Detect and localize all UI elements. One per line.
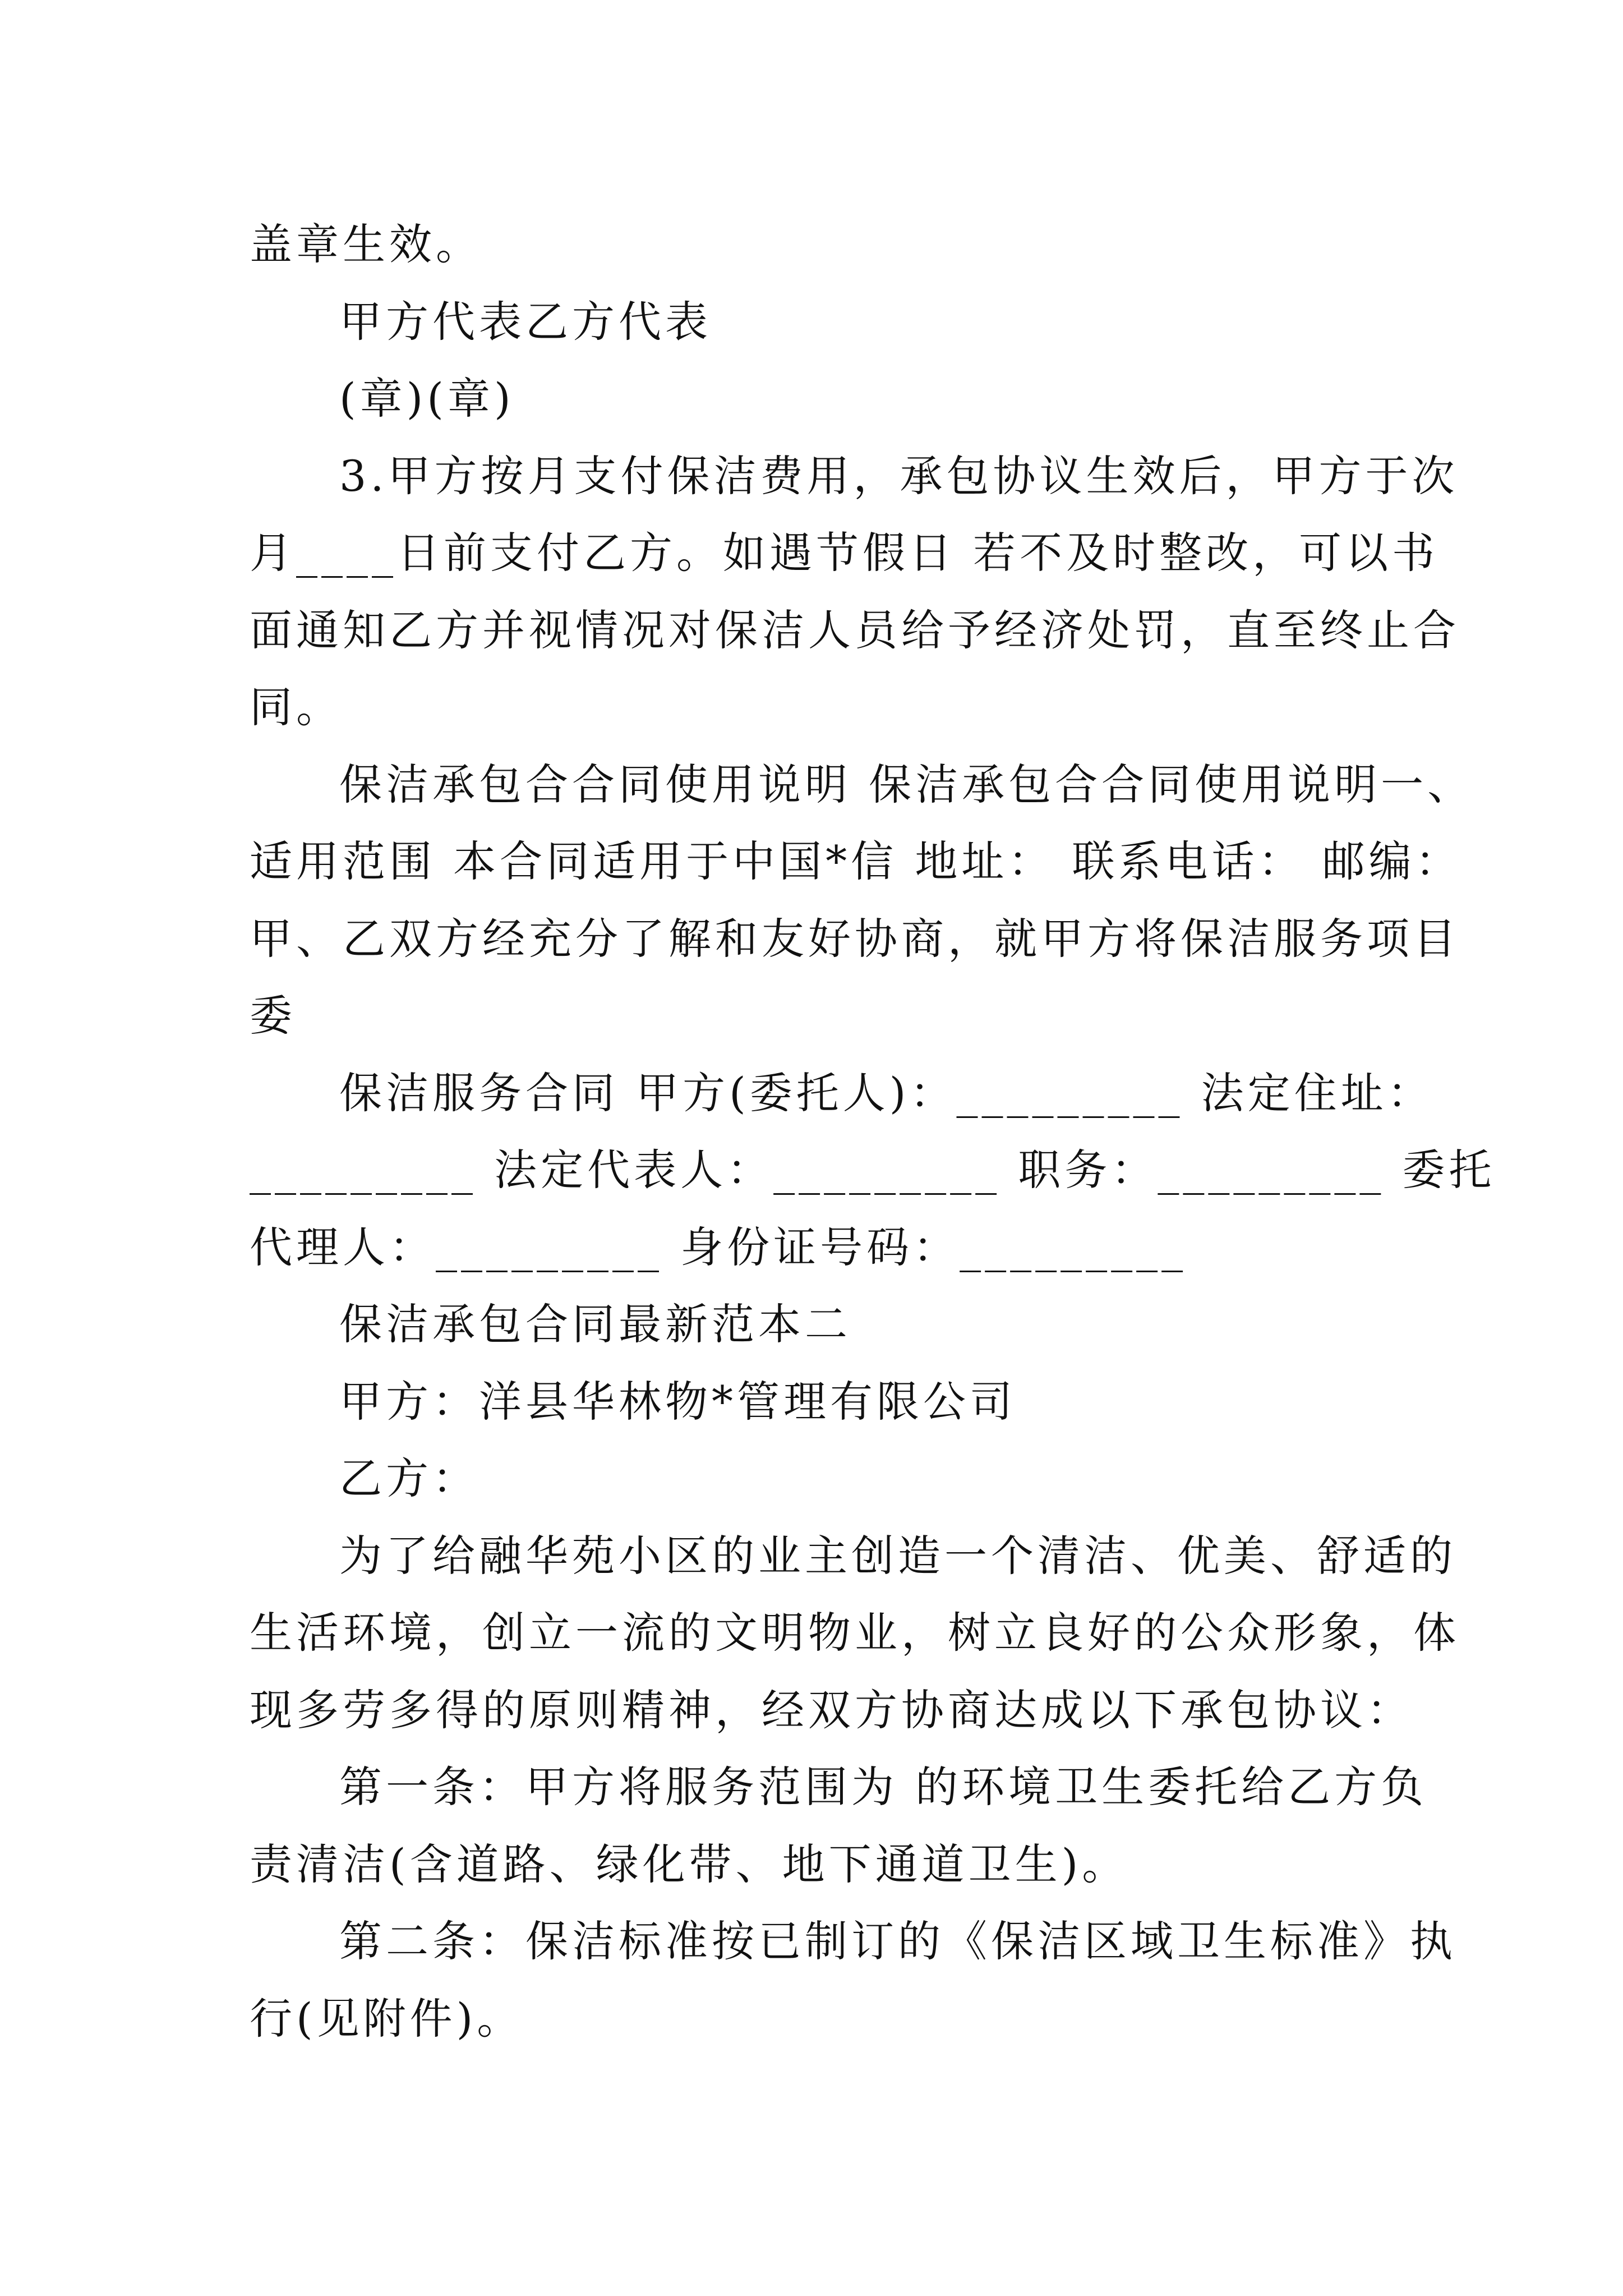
text-line-13: _________ 法定代表人：_________ 职务：_________ 委托: [250, 1145, 1496, 1195]
text-line-19: 生活环境，创立一流的文明物业，树立良好的公众形象，体: [250, 1608, 1460, 1658]
text-line-14: 代理人：_________ 身份证号码：_________: [250, 1222, 1187, 1272]
text-line-2: 甲方代表乙方代表: [339, 297, 712, 347]
text-line-11: 委: [250, 991, 296, 1041]
text-line-17: 乙方：: [339, 1453, 479, 1503]
text-line-21: 第一条：甲方将服务范围为 的环境卫生委托给乙方负: [339, 1762, 1428, 1812]
text-line-9: 适用范围 本合同适用于中国*信 地址： 联系电话： 邮编：: [250, 836, 1462, 886]
text-line-8: 保洁承包合合同使用说明 保洁承包合合同使用说明一、: [339, 760, 1474, 809]
text-line-12: 保洁服务合同 甲方(委托人)：_________ 法定住址：: [339, 1068, 1434, 1118]
text-line-10: 甲、乙双方经充分了解和友好协商，就甲方将保洁服务项目: [250, 914, 1460, 964]
text-line-6: 面通知乙方并视情况对保洁人员给予经济处罚，直至终止合: [250, 605, 1460, 655]
text-line-22: 责清洁(含道路、绿化带、地下通道卫生)。: [250, 1839, 1129, 1889]
text-line-5: 月____日前支付乙方。如遇节假日 若不及时整改，可以书: [250, 528, 1439, 578]
text-line-3: (章)(章): [339, 374, 515, 424]
text-line-7: 同。: [250, 682, 343, 732]
text-line-20: 现多劳多得的原则精神，经双方协商达成以下承包协议：: [250, 1685, 1413, 1735]
text-line-1: 盖章生效。: [250, 219, 482, 269]
text-line-18: 为了给融华苑小区的业主创造一个清洁、优美、舒适的: [339, 1531, 1456, 1581]
text-line-15: 保洁承包合同最新范本二: [339, 1299, 851, 1349]
text-line-16: 甲方：洋县华林物*管理有限公司: [339, 1377, 1016, 1427]
text-line-23: 第二条：保洁标准按已制订的《保洁区域卫生标准》执: [339, 1916, 1456, 1966]
text-line-24: 行(见附件)。: [250, 1994, 524, 2044]
text-line-4: 3.甲方按月支付保洁费用，承包协议生效后，甲方于次: [339, 451, 1459, 501]
